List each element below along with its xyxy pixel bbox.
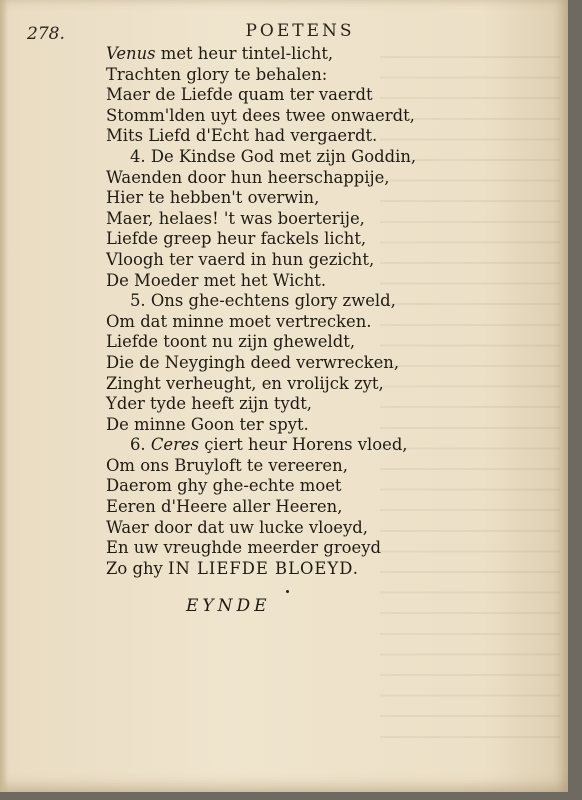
poem-line: Eeren d'Heere aller Heeren, (106, 497, 343, 517)
poem-line: Waenden door hun heerschappije, (106, 167, 390, 187)
poem-line: Hier te hebben't overwin, (106, 188, 320, 208)
poem-line: Waer door dat uw lucke vloeyd, (106, 517, 368, 537)
poem-line: Zo ghy IN LIEFDE BLOEYD. (106, 558, 359, 578)
poem-line: Trachten glory te behalen: (106, 64, 328, 84)
poem-line: Mits Liefd d'Echt had vergaerdt. (106, 126, 378, 146)
poem-line: De Moeder met het Wicht. (106, 270, 327, 290)
poem-line-stanza-start: 5. Ons ghe-echtens glory zweld, (130, 291, 396, 311)
poem-line: Liefde toont nu zijn gheweldt, (106, 332, 356, 352)
poem-line: Vloogh ter vaerd in hun gezicht, (106, 249, 375, 269)
poem-line: Yder tyde heeft zijn tydt, (106, 394, 312, 414)
poem-line: Liefde greep heur fackels licht, (106, 229, 367, 249)
poem-line: Zinght verheught, en vrolijck zyt, (106, 373, 384, 393)
poem-line-stanza-start: 6. Ceres çiert heur Horens vloed, (130, 435, 408, 455)
poem-line: Maer, helaes! 't was boerterije, (106, 208, 365, 228)
poem-line: Om dat minne moet vertrecken. (106, 311, 372, 331)
poem-line-stanza-start: 4. De Kindse God met zijn Goddin, (130, 146, 417, 166)
page-number: 278. (27, 24, 65, 44)
poem-line: Maer de Liefde quam ter vaerdt (106, 85, 373, 105)
poem-line: Die de Neygingh deed verwrecken, (106, 352, 400, 372)
poem-line: Om ons Bruyloft te vereeren, (106, 455, 348, 475)
poem-text (106, 44, 416, 579)
poem-line: Daerom ghy ghe-echte moet (106, 476, 342, 496)
poem-line: En uw vreughde meerder groeyd (106, 538, 381, 558)
ornament-dot (286, 590, 289, 593)
poem-line: Venus met heur tintel-licht, (106, 44, 334, 63)
page-gutter-shadow (0, 0, 8, 792)
running-head: POETENS (245, 21, 355, 41)
poem-line: De minne Goon ter spyt. (106, 414, 309, 434)
finis-heading: EYNDE (186, 596, 271, 616)
poem-line: Stomm'lden uyt dees twee onwaerdt, (106, 105, 415, 125)
